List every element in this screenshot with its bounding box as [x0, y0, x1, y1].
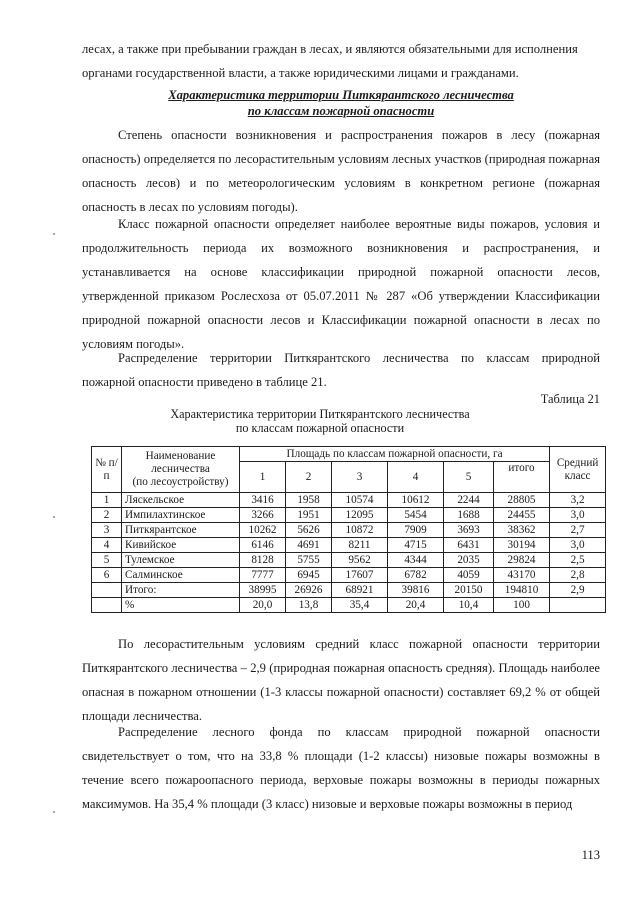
row-total-cell: 29824 — [494, 553, 550, 568]
page-number: 113 — [581, 848, 600, 862]
fire-class-table — [91, 446, 606, 613]
table-row — [92, 508, 606, 523]
table-row — [92, 523, 606, 538]
paragraph-intro-line-2: органами государственной власти, а также юридическими лицами и гражданами. — [82, 66, 519, 80]
table-title — [120, 407, 520, 435]
table-row — [92, 553, 606, 568]
row-c2-cell: 5626 — [286, 523, 332, 538]
row-c2-cell: 4691 — [286, 538, 332, 553]
row-avg-cell: 2,8 — [550, 568, 606, 583]
row-c2-cell: 1951 — [286, 508, 332, 523]
row-c4-cell: 6782 — [388, 568, 444, 583]
table-row — [92, 568, 606, 583]
row-c2-cell: 5755 — [286, 553, 332, 568]
row-c5-cell: 1688 — [444, 508, 494, 523]
paragraph-average-class: По лесорастительным условиям средний класс пожарной опасности территории Питкярантского лесничества – 2,9 (природная пожарная опасность средняя). Площадь наиболее опасная в пожарном отношении (1-3 классы пожарной опасности) составляет 69,2 % от общей площади лесничества. — [82, 637, 600, 723]
row-c1-cell: 7777 — [240, 568, 286, 583]
table-title-line-1: Характеристика территории Питкярантского лесничества — [170, 407, 470, 421]
row-c1-cell: 10262 — [240, 523, 286, 538]
empty-cell — [92, 598, 122, 613]
row-num-cell: 6 — [92, 568, 122, 583]
row-c4-cell: 5454 — [388, 508, 444, 523]
row-name-cell: Итого: — [122, 583, 240, 598]
row-name-cell: Салминское — [122, 568, 240, 583]
scan-speck — [53, 811, 55, 813]
row-c1-cell: 38995 — [240, 583, 286, 598]
row-avg-cell: 2,9 — [550, 583, 606, 598]
header-class-2: 2 — [286, 462, 332, 493]
table-body — [92, 493, 606, 613]
row-c4-cell: 4344 — [388, 553, 444, 568]
row-total-cell: 38362 — [494, 523, 550, 538]
row-c4-cell: 7909 — [388, 523, 444, 538]
row-num-cell: 4 — [92, 538, 122, 553]
empty-cell — [92, 583, 122, 598]
row-c3-cell: 12095 — [332, 508, 388, 523]
header-class-5: 5 — [444, 462, 494, 493]
row-avg-cell: 3,0 — [550, 538, 606, 553]
scan-speck — [53, 233, 55, 235]
row-avg-cell: 3,0 — [550, 508, 606, 523]
row-name-cell: Кивийское — [122, 538, 240, 553]
row-c3-cell: 8211 — [332, 538, 388, 553]
row-c3-cell: 35,4 — [332, 598, 388, 613]
row-avg-cell: 2,5 — [550, 553, 606, 568]
table-row — [92, 538, 606, 553]
header-num: № п/п — [92, 447, 122, 493]
row-c2-cell: 26926 — [286, 583, 332, 598]
row-c1-cell: 8128 — [240, 553, 286, 568]
header-avg-class: Средний класс — [550, 447, 606, 493]
paragraph-distribution: Распределение лесного фонда по классам природной пожарной опасности свидетельствует о том, что на 33,8 % площади (1-2 классы) низовые пожары возможны в течение всего пожароопасного периода, верховые пожары возможны в периоды пожарных максимумов. На 35,4 % площади (3 класс) низовые и верховые пожары возможны в период — [82, 725, 600, 811]
row-name-cell: % — [122, 598, 240, 613]
paragraph-fire-class-definition: Класс пожарной опасности определяет наиболее вероятные виды пожаров, условия и продолжительность периода их возможного возникновения и распространения, и устанавливается на основе классификации природной пожарной опасности лесов, утвержденной приказом Рослесхоза от 05.07.2011 № 287 «Об утверждении Классификации природной пожарной опасности лесов и Классификации пожарной опасности в лесах по условиям погоды». — [82, 217, 600, 351]
row-c5-cell: 2035 — [444, 553, 494, 568]
row-c3-cell: 9562 — [332, 553, 388, 568]
section-heading-line-2: по классам пожарной опасности — [247, 104, 435, 118]
paragraph-intro-line-1: лесах, а также при пребывании граждан в лесах, и являются обязательными для исполнения — [82, 42, 578, 56]
row-num-cell: 3 — [92, 523, 122, 538]
header-class-3: 3 — [332, 462, 388, 493]
header-class-4: 4 — [388, 462, 444, 493]
row-name-cell: Питкярантское — [122, 523, 240, 538]
paragraph-table-reference: Распределение территории Питкярантского лесничества по классам природной пожарной опасности приведено в таблице 21. — [82, 351, 600, 389]
paragraph-fire-danger-definition: Степень опасности возникновения и распространения пожаров в лесу (пожарная опасность) определяется по лесорастительным условиям лесных участков (природная пожарная опасность лесов) и по метеорологическим условиям в конкретном регионе (пожарная опасность в лесах по условиям погоды). — [82, 128, 600, 214]
row-num-cell: 1 — [92, 493, 122, 508]
header-name-line-2: лесничества — [151, 463, 210, 475]
row-c4-cell: 4715 — [388, 538, 444, 553]
row-num-cell: 5 — [92, 553, 122, 568]
row-c1-cell: 20,0 — [240, 598, 286, 613]
row-c1-cell: 6146 — [240, 538, 286, 553]
header-total: итого — [494, 462, 550, 493]
row-c3-cell: 10574 — [332, 493, 388, 508]
table-percent-row — [92, 598, 606, 613]
row-total-cell: 194810 — [494, 583, 550, 598]
header-name — [122, 447, 240, 493]
row-c5-cell: 2244 — [444, 493, 494, 508]
row-c5-cell: 20150 — [444, 583, 494, 598]
row-c4-cell: 10612 — [388, 493, 444, 508]
row-total-cell: 24455 — [494, 508, 550, 523]
row-total-cell: 43170 — [494, 568, 550, 583]
row-c3-cell: 10872 — [332, 523, 388, 538]
section-heading — [82, 87, 600, 119]
row-total-cell: 28805 — [494, 493, 550, 508]
table-label: Таблица 21 — [540, 392, 600, 406]
row-num-cell: 2 — [92, 508, 122, 523]
row-c4-cell: 39816 — [388, 583, 444, 598]
row-name-cell: Ляскельское — [122, 493, 240, 508]
row-c4-cell: 20,4 — [388, 598, 444, 613]
row-c5-cell: 6431 — [444, 538, 494, 553]
row-c2-cell: 6945 — [286, 568, 332, 583]
row-c5-cell: 4059 — [444, 568, 494, 583]
header-class-1: 1 — [240, 462, 286, 493]
row-total-cell: 30194 — [494, 538, 550, 553]
row-c5-cell: 3693 — [444, 523, 494, 538]
paragraph-intro — [82, 37, 600, 85]
row-c2-cell: 13,8 — [286, 598, 332, 613]
row-c2-cell: 1958 — [286, 493, 332, 508]
table-title-line-2: по классам пожарной опасности — [235, 421, 405, 435]
row-c5-cell: 10,4 — [444, 598, 494, 613]
header-name-line-1: Наименование — [145, 450, 216, 462]
row-name-cell: Тулемское — [122, 553, 240, 568]
row-c1-cell: 3266 — [240, 508, 286, 523]
scan-speck — [53, 516, 55, 518]
row-total-cell: 100 — [494, 598, 550, 613]
row-avg-cell: 3,2 — [550, 493, 606, 508]
row-c3-cell: 17607 — [332, 568, 388, 583]
row-c3-cell: 68921 — [332, 583, 388, 598]
row-c1-cell: 3416 — [240, 493, 286, 508]
header-area: Площадь по классам пожарной опасности, га — [240, 447, 550, 462]
row-avg-cell — [550, 598, 606, 613]
table-row — [92, 493, 606, 508]
table-total-row — [92, 583, 606, 598]
row-name-cell: Импилахтинское — [122, 508, 240, 523]
section-heading-line-1: Характеристика территории Питкярантского лесничества — [168, 88, 514, 102]
row-avg-cell: 2,7 — [550, 523, 606, 538]
header-name-line-3: (по лесоустройству) — [132, 476, 229, 488]
